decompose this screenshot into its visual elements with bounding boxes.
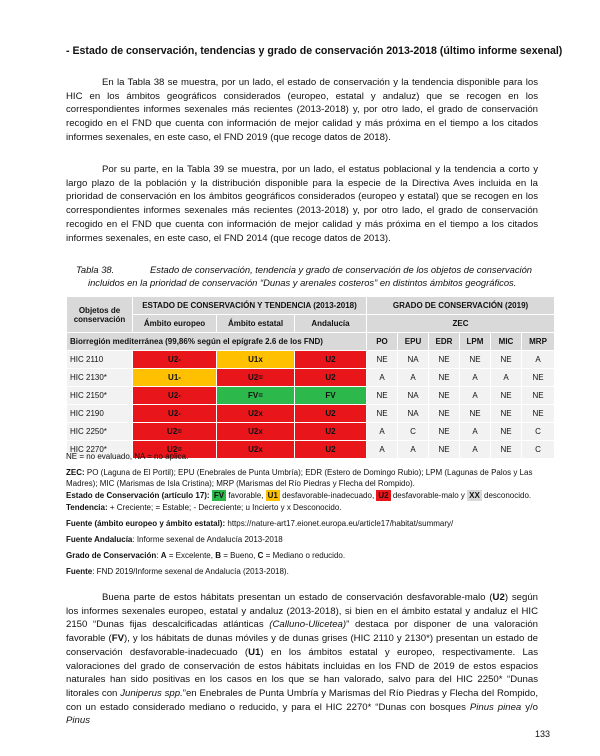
- cell-estado-europeo: U1-: [133, 369, 217, 387]
- cell-estado-europeo: U2=: [133, 423, 217, 441]
- note-fv-text: favorable,: [226, 491, 266, 500]
- table-body: [67, 351, 555, 459]
- p3-italic-pinus-pinea: Pinus pinea: [469, 701, 522, 713]
- cell-estado-europeo: U2=: [133, 441, 217, 459]
- note-fuente1-text: https://nature-art17.eionet.europa.eu/article17/habitat/summary/: [225, 519, 454, 528]
- cell-grado-mic: NE: [491, 351, 522, 369]
- cell-grado-epu: A: [398, 441, 429, 459]
- header-zec-mrp: MRP: [522, 333, 555, 351]
- cell-estado-europeo: U2-: [133, 351, 217, 369]
- header-grado-conservacion: GRADO DE CONSERVACIÓN (2019): [367, 297, 555, 315]
- note-grado-b: B: [215, 551, 221, 560]
- paragraph-tabla-38: [66, 76, 538, 145]
- cell-grado-mrp: C: [522, 441, 555, 459]
- p3-seg-2: ) según los informes sexenales europeo, estatal y andaluz (2013-2018), si bien en el ámbito estatal y andaluz el HIC 2150 “Dunas fijas descalcificadas atlánticas: [66, 592, 538, 631]
- note-estado-label: Estado de Conservación (artículo 17):: [66, 491, 210, 500]
- note-grado-a: A: [160, 551, 167, 560]
- cell-estado-europeo: U2-: [133, 405, 217, 423]
- conservation-table: [66, 296, 555, 459]
- note-tendencia-label: Tendencia:: [66, 503, 108, 512]
- cell-grado-epu: NA: [398, 405, 429, 423]
- paragraph-1-text: En la Tabla 38 se muestra, por un lado, el estado de conservación y la tendencia disponible para los HIC en los ámbitos geográficos considerados (europeo, estatal y andaluz) que se recogen en los correspondientes informes sexenales más recientes (2013-2018) y, por otro lado, el grado de conservación recogido en el FND que cuenta con información de mejor calidad y más próxima en el tiempo a los citados informes sexenales, en este caso, el FND 2019 (que recoge datos de 2018).: [66, 77, 538, 143]
- cell-estado-estatal: U2x: [217, 423, 295, 441]
- header-andalucia: Andalucía: [295, 315, 367, 333]
- cell-grado-edr: NE: [429, 369, 460, 387]
- table-number: Tabla 38.: [76, 264, 115, 275]
- table-row: [67, 423, 555, 441]
- cell-grado-mrp: A: [522, 351, 555, 369]
- cell-estado-estatal: U2x: [217, 405, 295, 423]
- p3-italic-juniperus: Juniperus spp.: [120, 687, 183, 699]
- note-zec: [66, 467, 556, 489]
- cell-grado-edr: NE: [429, 387, 460, 405]
- cell-grado-epu: NA: [398, 387, 429, 405]
- region-label: Biorregión mediterránea (99,86% según el epígrafe 2.6 de los FND): [67, 333, 367, 351]
- cell-grado-lpm: A: [460, 441, 491, 459]
- cell-grado-po: NE: [367, 351, 398, 369]
- caption-line-2: incluidos en la prioridad de conservación “Dunas y arenales costeros” en distintos ámbitos geográficos.: [88, 276, 517, 288]
- cell-grado-epu: C: [398, 423, 429, 441]
- header-ambito-estatal: Ámbito estatal: [217, 315, 295, 333]
- header-zec-edr: EDR: [429, 333, 460, 351]
- cell-grado-epu: A: [398, 369, 429, 387]
- cell-hic: HIC 2190: [67, 405, 133, 423]
- swatch-u1: U1: [267, 491, 278, 500]
- section-heading: - Estado de conservación, tendencias y grado de conservación 2013-2018 (último informe sexenal): [66, 45, 563, 57]
- cell-grado-mrp: NE: [522, 387, 555, 405]
- p3-seg-3: ” destaca por disponer de una valoración favorable (: [66, 619, 538, 645]
- cell-estado-andalucia: U2: [295, 405, 367, 423]
- cell-grado-po: A: [367, 423, 398, 441]
- cell-grado-epu: NA: [398, 351, 429, 369]
- note-grado-sep: :: [156, 551, 161, 560]
- p3-seg-5: ) en los ámbitos estatal y europeo, respectivamente. Las valoraciones del grado de conservación de estos hábitats incluidas en los FND de 2019 de estos espacios naturales han sido positivas en los casos en los que se han valorado, salvo para del HIC 2250* “Dunas litorales con: [66, 646, 539, 699]
- paragraph-3-text: [66, 591, 538, 728]
- cell-estado-estatal: U1x: [217, 351, 295, 369]
- note-xx-text: desconocido.: [481, 491, 532, 500]
- cell-grado-mic: NE: [491, 387, 522, 405]
- note-grado-b-text: = Bueno,: [220, 551, 258, 560]
- cell-grado-lpm: A: [460, 387, 491, 405]
- swatch-u2: U2: [378, 491, 389, 500]
- cell-estado-europeo: U2-: [133, 387, 217, 405]
- cell-grado-po: NE: [367, 387, 398, 405]
- note-u2-text: desfavorable-malo y: [390, 491, 468, 500]
- note-zec-label: ZEC:: [66, 468, 85, 477]
- note-fuente2-label: Fuente Andalucía: [66, 535, 133, 544]
- cell-grado-edr: NE: [429, 441, 460, 459]
- swatch-fv: FV: [213, 491, 225, 500]
- table-row: [67, 405, 555, 423]
- note-fuente1-label: Fuente (ámbito europeo y ámbito estatal):: [66, 519, 226, 528]
- paragraph-tabla-39: [66, 163, 538, 245]
- cell-grado-mrp: NE: [522, 369, 555, 387]
- p3-italic-calluno: (Calluno-Ulicetea): [269, 619, 347, 631]
- p3-seg-7: y/o: [521, 701, 539, 713]
- cell-hic: HIC 2150*: [67, 387, 133, 405]
- header-ambito-europeo: Ámbito europeo: [133, 315, 217, 333]
- cell-estado-andalucia: U2: [295, 351, 367, 369]
- cell-grado-lpm: A: [460, 369, 491, 387]
- cell-estado-andalucia: FV: [295, 387, 367, 405]
- header-zec-lpm: LPM: [460, 333, 491, 351]
- cell-grado-mrp: C: [522, 423, 555, 441]
- p3-code-fv: FV: [111, 633, 124, 645]
- note-grado-a-text: = Excelente,: [166, 551, 216, 560]
- p3-italic-pinus: Pinus: [66, 715, 90, 727]
- page-number: 133: [535, 729, 551, 739]
- note-grado-c: C: [257, 551, 264, 560]
- header-zec: ZEC: [367, 315, 555, 333]
- cell-grado-edr: NE: [429, 351, 460, 369]
- note-zec-text: PO (Laguna de El Portil); EPU (Enebrales de Punta Umbría); EDR (Estero de Domingo Rubio); LPM (Lagunas de Palos y Las Madres); MIC (Marismas de Isla Cristina); MRP (Marismas del Río Piedras y Flecha del Rompido).: [66, 468, 533, 488]
- cell-estado-andalucia: U2: [295, 369, 367, 387]
- cell-grado-lpm: NE: [460, 405, 491, 423]
- cell-grado-mic: A: [491, 369, 522, 387]
- cell-grado-mrp: NE: [522, 405, 555, 423]
- cell-grado-mic: NE: [491, 423, 522, 441]
- table-caption: [66, 264, 546, 289]
- note-fuente-fnd: [66, 566, 556, 577]
- table-row: [67, 351, 555, 369]
- header-zec-epu: EPU: [398, 333, 429, 351]
- header-estado-conservacion: ESTADO DE CONSERVACIÓN Y TENDENCIA (2013-2018): [133, 297, 367, 315]
- header-zec-po: PO: [367, 333, 398, 351]
- paragraph-analysis: [66, 591, 538, 728]
- table-notes: [66, 451, 556, 578]
- note-grado: [66, 550, 556, 561]
- note-fuente-andalucia: [66, 534, 556, 545]
- cell-grado-edr: NE: [429, 423, 460, 441]
- p3-seg-1: Buena parte de estos hábitats presentan un estado de conservación desfavorable-malo (: [102, 592, 493, 603]
- cell-grado-lpm: A: [460, 423, 491, 441]
- note-fuente3-text: : FND 2019/Informe sexenal de Andalucía (2013-2018).: [92, 567, 289, 576]
- note-fuente-europeo: [66, 518, 556, 529]
- note-ne-na: NE = no evaluado, NA = no aplica.: [66, 452, 189, 461]
- note-u1-text: desfavorable-inadecuado,: [279, 491, 377, 500]
- header-zec-mic: MIC: [491, 333, 522, 351]
- note-tendencia: [66, 502, 556, 513]
- cell-grado-po: A: [367, 369, 398, 387]
- cell-grado-po: A: [367, 441, 398, 459]
- note-fuente3-label: Fuente: [66, 567, 93, 576]
- cell-hic: HIC 2130*: [67, 369, 133, 387]
- cell-estado-andalucia: U2: [295, 441, 367, 459]
- swatch-xx: XX: [469, 491, 480, 500]
- cell-grado-mic: NE: [491, 441, 522, 459]
- note-estado: [66, 490, 556, 501]
- p3-seg-4: ), y los hábitats de dunas móviles y de dunas grises (HIC 2110 y 2130*) presentan un estado de conservación desfavorable-inadecuado (: [66, 633, 538, 658]
- cell-estado-andalucia: U2: [295, 423, 367, 441]
- cell-grado-edr: NE: [429, 405, 460, 423]
- table-row: [67, 369, 555, 387]
- cell-grado-mic: NE: [491, 405, 522, 423]
- cell-grado-po: NE: [367, 405, 398, 423]
- table-row: [67, 387, 555, 405]
- note-tendencia-text: + Creciente; = Estable; - Decreciente; u Incierto y x Desconocido.: [107, 503, 342, 512]
- note-fuente2-text: : Informe sexenal de Andalucía 2013-2018: [132, 535, 283, 544]
- cell-hic: HIC 2110: [67, 351, 133, 369]
- cell-estado-estatal: FV=: [217, 387, 295, 405]
- cell-hic: HIC 2270*: [67, 441, 133, 459]
- paragraph-2-text: Por su parte, en la Tabla 39 se muestra, por un lado, el estatus poblacional y la tendencia a corto y largo plazo de la población y la distribución disponible para la especie de la Directiva Aves incluida en la prioridad de conservación en los ámbitos geográficos considerados (europeo y estatal) que se recogen en los correspondientes informes sexenales más recientes (2013-2018) y, por otro lado, el grado de conservación recogido en el FND que cuenta con información de mejor calidad y más próxima en el tiempo a los citados informes sexenales, en este caso, el FND 2014 (que recoge datos de 2013).: [66, 164, 538, 244]
- note-grado-label: Grado de Conservación: [66, 551, 157, 560]
- note-grado-c-text: = Mediano o reducido.: [263, 551, 346, 560]
- cell-estado-estatal: U2=: [217, 369, 295, 387]
- cell-estado-estatal: U2x: [217, 441, 295, 459]
- p3-code-u2: U2: [492, 592, 505, 603]
- p3-seg-6: ”en Enebrales de Punta Umbría y Marismas del Río Piedras y Flecha del Rompido, con un estado considerado mediano o reducido, y para el HIC 2270* “Dunas con bosques: [66, 687, 538, 713]
- cell-hic: HIC 2250*: [67, 423, 133, 441]
- caption-line-1: Estado de conservación, tendencia y grado de conservación de los objetos de conservación: [150, 264, 533, 275]
- p3-code-u1: U1: [248, 646, 261, 658]
- cell-grado-lpm: NE: [460, 351, 491, 369]
- header-objetos: Objetos de conservación: [67, 297, 133, 333]
